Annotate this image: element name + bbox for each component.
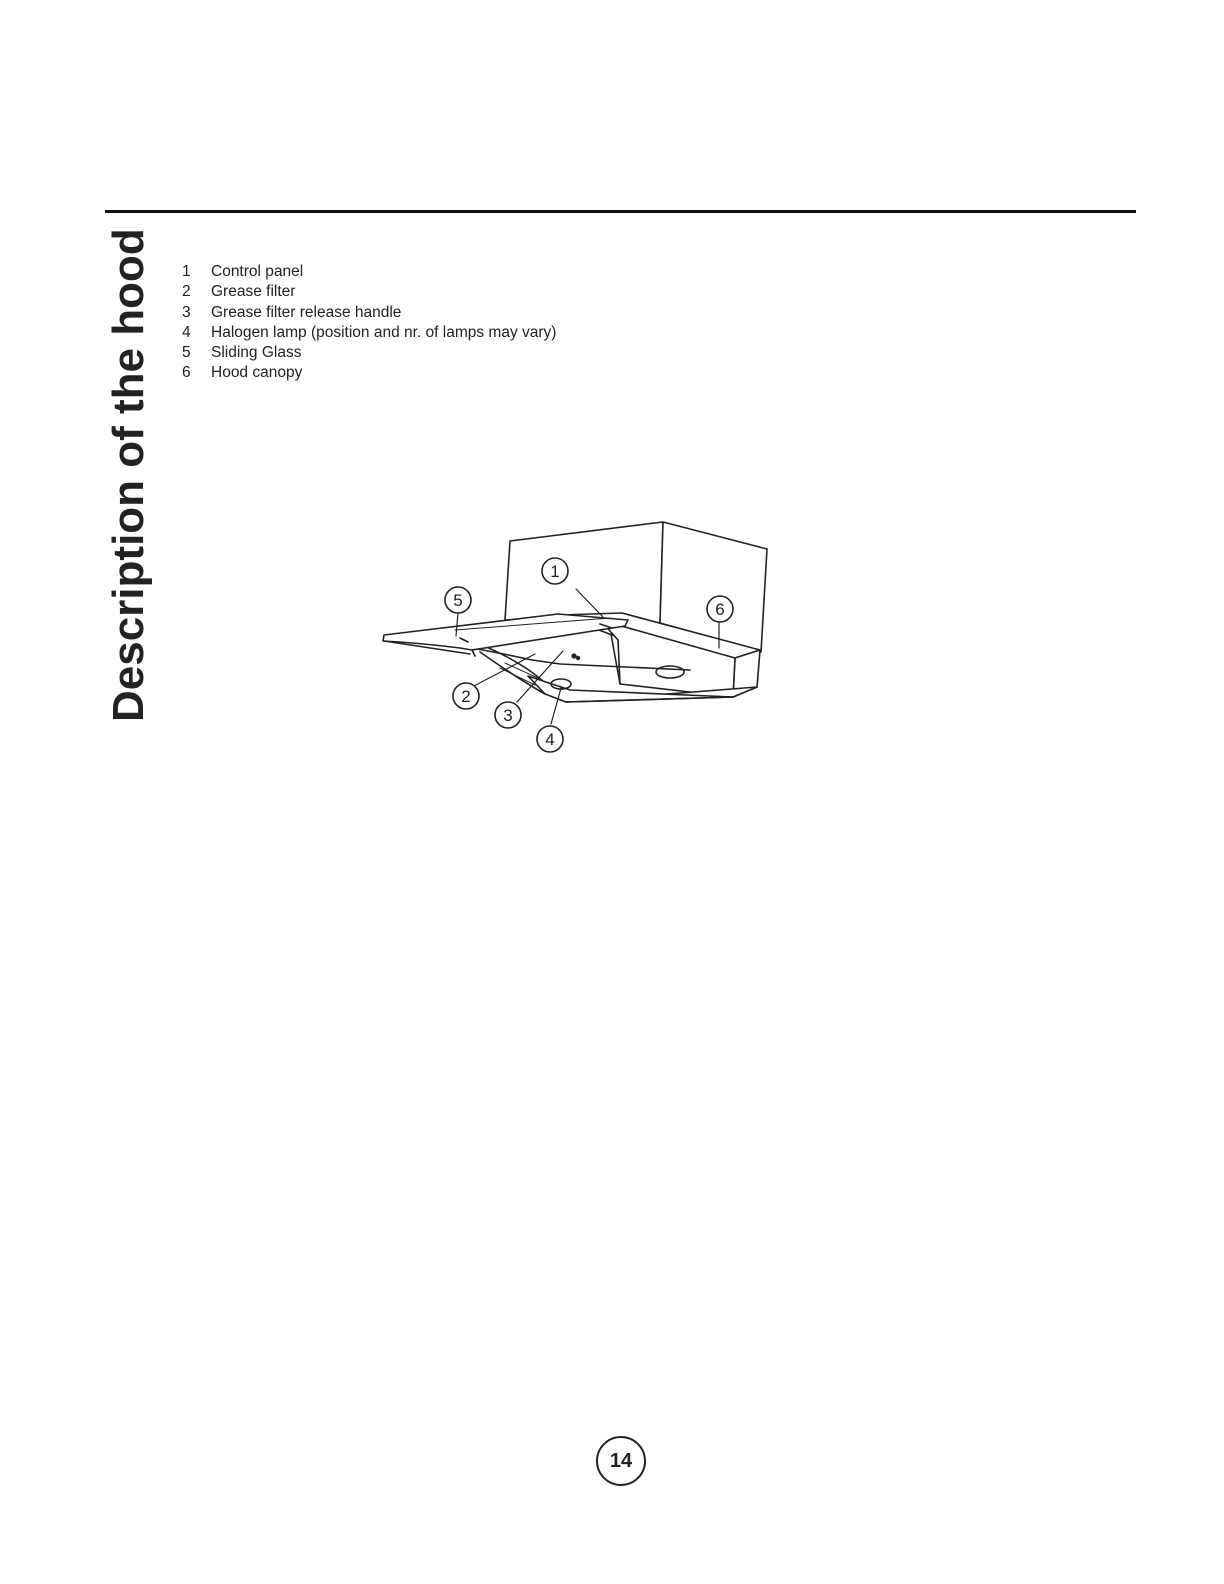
svg-text:6: 6 — [715, 600, 725, 619]
callout-1 — [542, 558, 568, 584]
svg-text:1: 1 — [550, 562, 560, 581]
section-title: Description of the hood — [104, 228, 153, 722]
legend-number: 6 — [182, 364, 191, 382]
callout-4 — [537, 726, 563, 752]
svg-text:3: 3 — [503, 706, 513, 725]
sliding-glass-drawing — [383, 614, 628, 656]
legend-number: 4 — [182, 323, 191, 341]
legend-item — [182, 343, 556, 363]
legend-item — [182, 363, 556, 383]
hood-illustration — [370, 510, 790, 780]
legend-number: 3 — [182, 303, 191, 321]
callout-6 — [707, 596, 733, 622]
callout-5 — [445, 587, 471, 613]
parts-legend — [182, 262, 556, 384]
callout-3 — [495, 702, 521, 728]
legend-label: Halogen lamp (position and nr. of lamps may vary) — [211, 323, 557, 341]
svg-text:5: 5 — [453, 591, 463, 610]
page-number: 14 — [596, 1436, 646, 1486]
legend-number: 5 — [182, 344, 191, 362]
svg-text:2: 2 — [461, 687, 471, 706]
legend-item — [182, 262, 556, 282]
legend-label: Grease filter release handle — [211, 303, 402, 321]
legend-number: 1 — [182, 263, 191, 280]
legend-label: Control panel — [211, 263, 304, 280]
legend-item — [182, 282, 556, 302]
legend-label: Hood canopy — [211, 364, 303, 382]
callout-2 — [453, 683, 479, 709]
legend-item — [182, 323, 556, 343]
legend-item — [182, 303, 556, 323]
svg-text:4: 4 — [545, 730, 555, 749]
legend-label: Sliding Glass — [211, 344, 302, 362]
header-rule — [105, 210, 1136, 213]
legend-label: Grease filter — [211, 283, 296, 301]
legend-number: 2 — [182, 283, 191, 301]
